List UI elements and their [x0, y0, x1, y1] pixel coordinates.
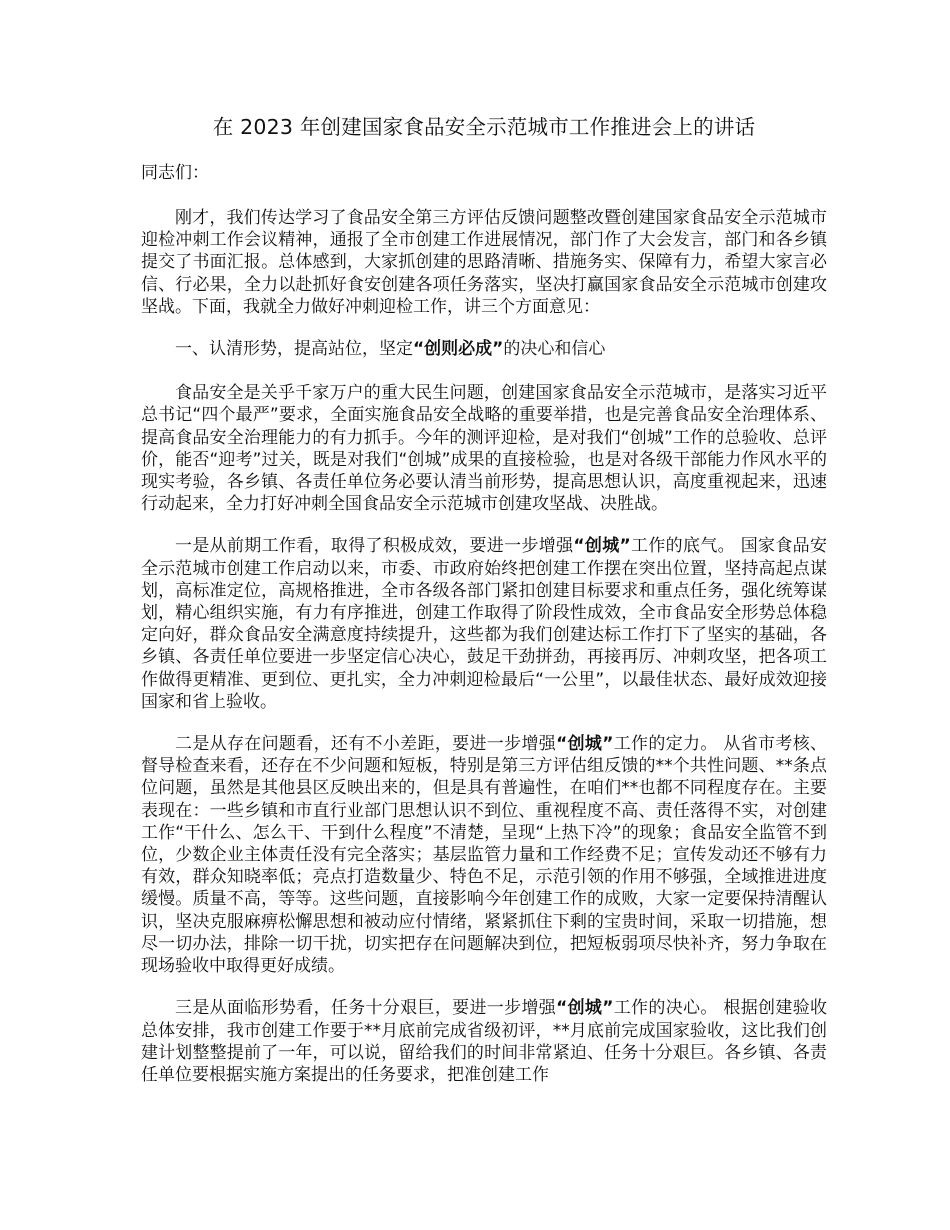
point-2-lead-suffix: 工作的定力。 [613, 734, 718, 755]
point-3-paragraph [141, 997, 827, 1086]
section-1-heading-emphasis: “创则必成” [413, 339, 504, 360]
point-2-lead-prefix: 二是从存在问题看，还有不小差距，要进一步增强 [175, 734, 557, 755]
point-3-body: 根据创建验收总体安排，我市创建工作要于**月底前完成省级初评，**月底前完成国家验收，这比我们创建计划整整提前了一年，可以说，留给我们的时间非常紧迫、任务十分艰巨。各乡镇、各责任单位要根据实施方案提出的任务要求，把准创建工作 [141, 998, 828, 1085]
section-1-heading-suffix: 的决心和信心 [503, 339, 606, 360]
point-1-lead-emphasis: “创城” [573, 536, 631, 557]
point-1-paragraph [141, 535, 827, 713]
intro-paragraph: 刚才，我们传达学习了食品安全第三方评估反馈问题整改暨创建国家食品安全示范城市迎检冲刺工作会议精神，通报了全市创建工作进展情况，部门作了大会发言，部门和各乡镇提交了书面汇报。总体感到，大家抓创建的思路清晰、措施务实、保障有力，希望大家言必信、行必果，全力以赴抓好食安创建各项任务落实，坚决打赢国家食品安全示范城市创建攻坚战。下面，我就全力做好冲刺迎检工作，讲三个方面意见： [141, 208, 827, 317]
point-2-paragraph [141, 733, 827, 977]
section-1-paragraph: 食品安全是关乎千家万户的重大民生问题，创建国家食品安全示范城市，是落实习近平总书记“四个最严”要求，全面实施食品安全战略的重要举措，也是完善食品安全治理体系、提高食品安全治理能力的有力抓手。今年的测评迎检，是对我们“创城”工作的总验收、总评价，能否“迎考”过关，既是对我们“创城”成果的直接检验，也是对各级干部能力作风水平的现实考验，各乡镇、各责任单位务必要认清当前形势，提高思想认识，高度重视起来，迅速行动起来，全力打好冲刺全国食品安全示范城市创建攻坚战、决胜战。 [141, 383, 827, 515]
document-title: 在 2023 年创建国家食品安全示范城市工作推进会上的讲话 [212, 115, 756, 139]
point-2-body: 从省市考核、督导检查来看，还存在不少问题和短板，特别是第三方评估组反馈的**个共性问题、**条点位问题，虽然是其他县区反映出来的，但是具有普遍性，在咱们**也都不同程度存在。主要表现在：一些乡镇和市直行业部门思想认识不到位、重视程度不高、责任落得不实，对创建工作“干什么、怎么干、干到什么程度”不清楚，呈现“上热下冷”的现象；食品安全监管不到位，少数企业主体责任没有完全落实；基层监管力量和工作经费不足；宣传发动还不够有力有效，群众知晓率低；亮点打造数量少、特色不足，示范引领的作用不够强，全域推进进度缓慢。质量不高，等等。这些问题，直接影响今年创建工作的成败，大家一定要保持清醒认识，坚决克服麻痹松懈思想和被动应付情绪，紧紧抓住下剩的宝贵时间，采取一切措施，想尽一切办法，排除一切干扰，切实把存在问题解决到位，把短板弱项尽快补齐，努力争取在现场验收中取得更好成绩。 [141, 734, 828, 977]
greeting: 同志们： [141, 163, 209, 183]
document-page [141, 112, 827, 1106]
point-2-lead-emphasis: “创城” [556, 734, 614, 755]
point-1-body: 国家食品安全示范城市创建工作启动以来，市委、市政府始终把创建工作摆在突出位置，坚持高起点谋划，高标准定位，高规格推进，全市各级各部门紧扣创建目标要求和重点任务，强化统筹谋划，精心组织实施，有力有序推进，创建工作取得了阶段性成效，全市食品安全形势总体稳定向好，群众食品安全满意度持续提升，这些都为我们创建达标工作打下了坚实的基础，各乡镇、各责任单位要进一步坚定信心决心，鼓足干劲拼劲，再接再厉、冲刺攻坚，把各项工作做得更精准、更到位、更扎实，全力冲刺迎检最后“一公里”，以最佳状态、最好成效迎接国家和省上验收。 [141, 536, 828, 712]
point-3-lead-prefix: 三是从面临形势看，任务十分艰巨，要进一步增强 [175, 998, 557, 1019]
section-1-heading [141, 338, 827, 360]
point-1-lead-suffix: 工作的底气。 [630, 536, 735, 557]
point-3-lead-suffix: 工作的决心。 [613, 998, 718, 1019]
point-1-lead-prefix: 一是从前期工作看，取得了积极成效，要进一步增强 [175, 536, 574, 557]
section-1-heading-prefix: 一、认清形势，提高站位，坚定 [175, 339, 413, 360]
point-3-lead-emphasis: “创城” [556, 998, 614, 1019]
